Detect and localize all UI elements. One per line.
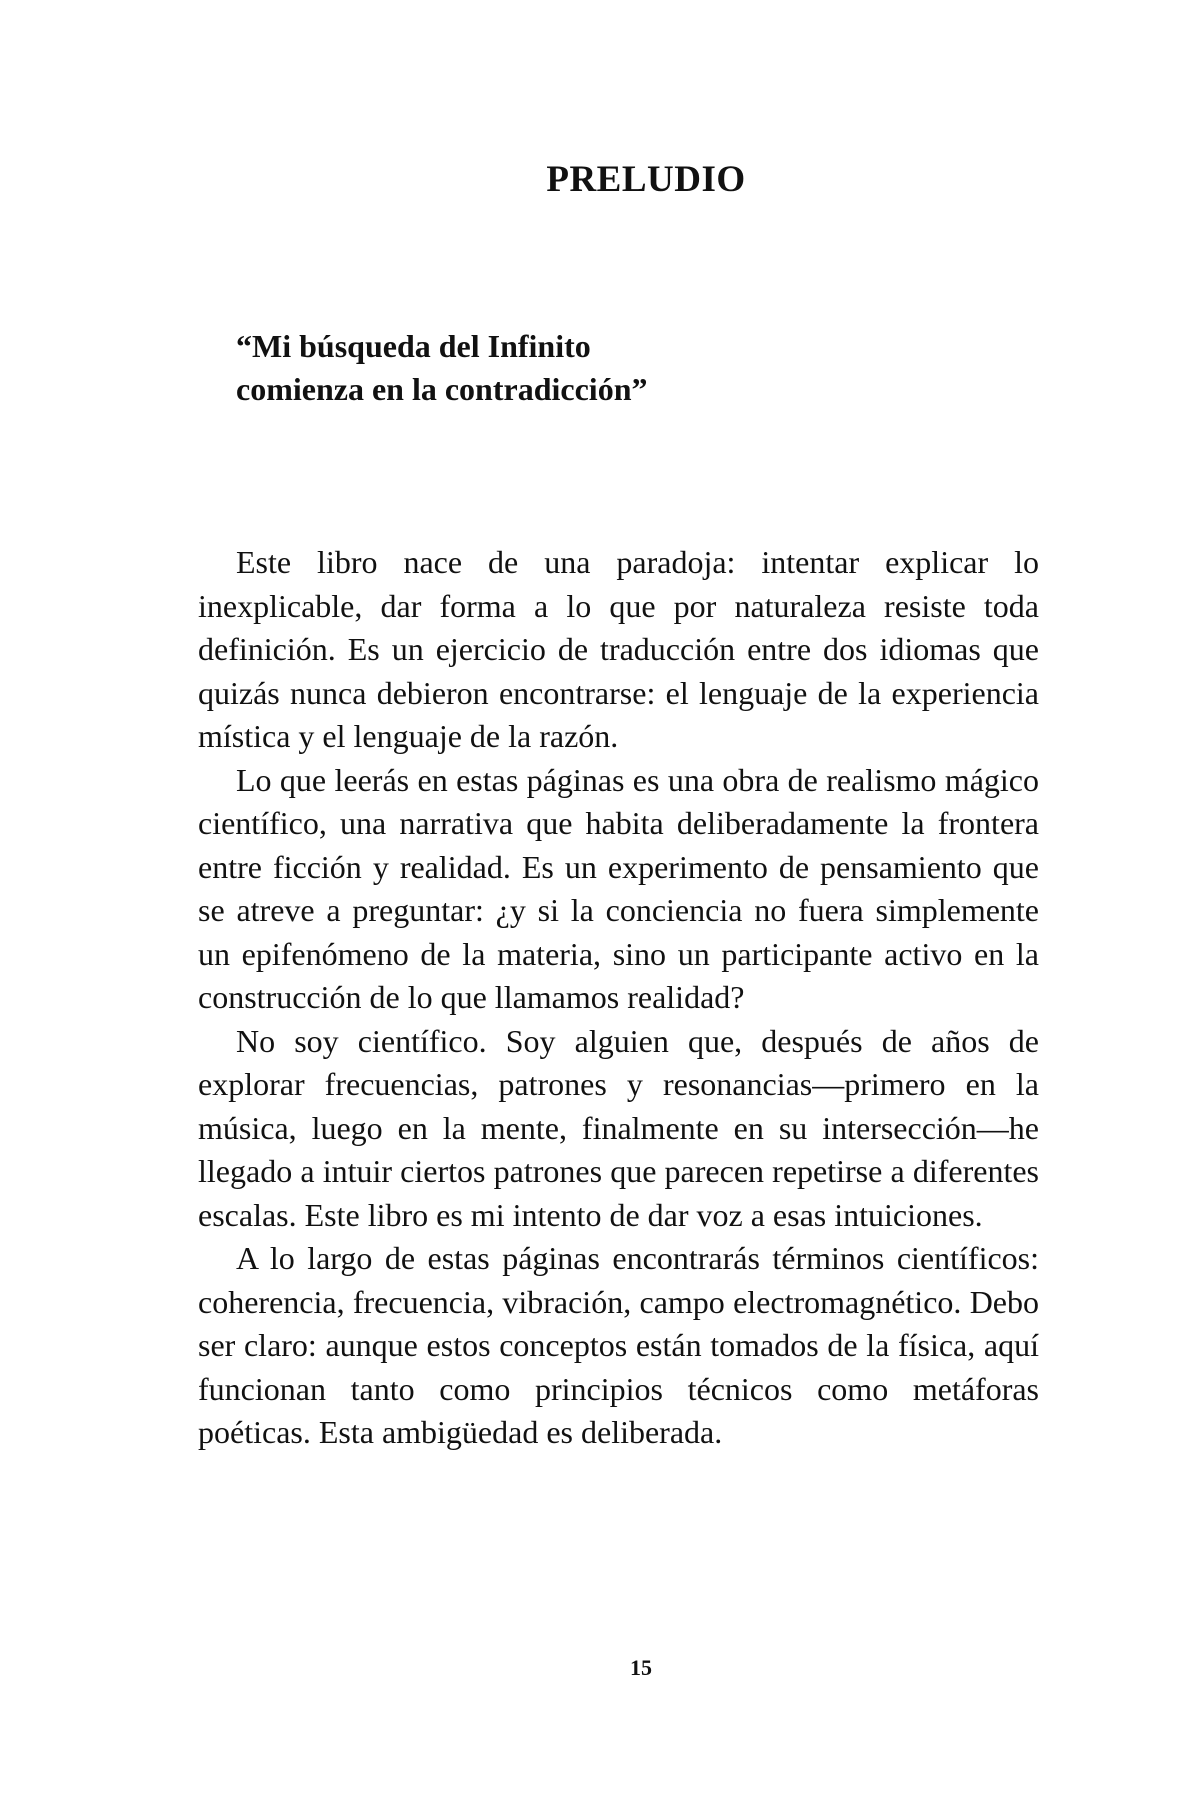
paragraph-2: Lo que leerás en estas páginas es una obra de realismo mágico científico, una narrativa que habita deliberadamente la frontera entre ficción y realidad. Es un experimento de pensamiento que se atreve a preguntar: ¿y si la conciencia no fuera simplemente un epifenómeno de la materia, sino un participante activo en la construcción de lo que llamamos realidad? (198, 761, 1039, 1015)
page-number: 15 (630, 1655, 652, 1680)
chapter-title: PRELUDIO (546, 159, 746, 200)
body-text (198, 541, 1039, 1455)
epigraph-line-2: comienza en la contradicción” (236, 371, 648, 407)
paragraph-3: No soy científico. Soy alguien que, después de años de explorar frecuencias, patrones y resonancias—primero en la música, luego en la mente, finalmente en su intersección—he llegado a intuir ciertos patrones que parecen repetirse a diferentes escalas. Este libro es mi intento de dar voz a esas intuiciones. (198, 1022, 1039, 1233)
paragraph-1: Este libro nace de una paradoja: intentar explicar lo inexplicable, dar forma a lo que por naturaleza resiste toda definición. Es un ejercicio de traducción entre dos idiomas que quizás nunca debieron encontrarse: el lenguaje de la experiencia mística y el lenguaje de la razón. (198, 544, 1039, 754)
epigraph (236, 325, 936, 411)
paragraph-4: A lo largo de estas páginas encontrarás términos científicos: coherencia, frecuencia, vibración, campo electromagnético. Debo ser claro: aunque estos conceptos están tomados de la física, aquí funcionan tanto como principios técnicos como metáforas poéticas. Esta ambigüedad es deliberada. (198, 1240, 1039, 1450)
epigraph-line-1: “Mi búsqueda del Infinito (236, 328, 591, 364)
